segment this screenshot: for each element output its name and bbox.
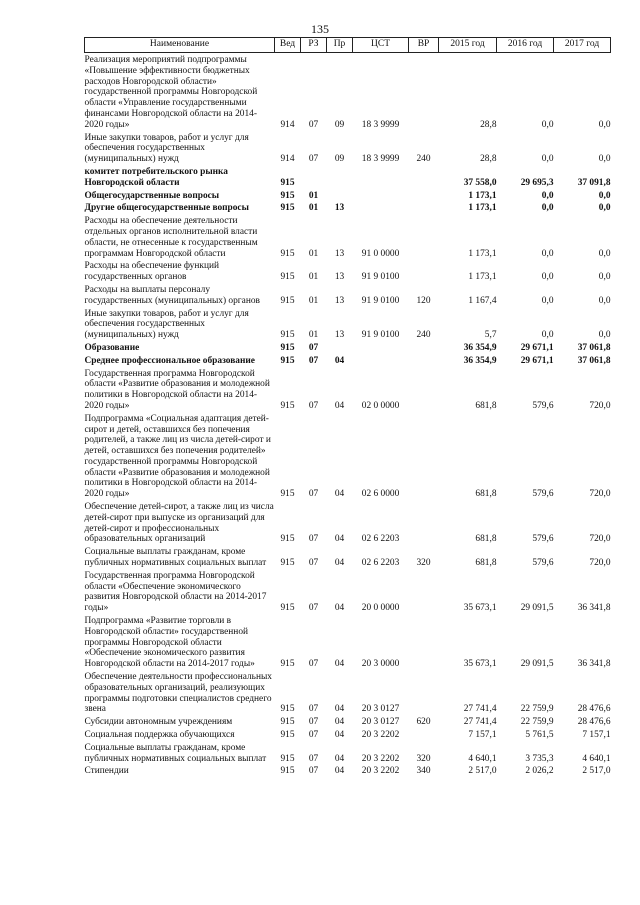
row-name: Обеспечение деятельности профессиональных образовательных организаций, реализующих программы подготовки специалистов среднего звена [84, 672, 272, 715]
row-cst [353, 354, 409, 367]
row-name: Социальная поддержка обучающихся [84, 730, 235, 741]
header-pr: Пр [327, 38, 353, 53]
row-value-2016: 2 026,2 [525, 766, 554, 777]
row-name: Субсидии автономным учреждениям [84, 717, 233, 728]
row-cst: 02 6 2203 [361, 558, 400, 569]
table-row [85, 354, 611, 367]
row-cst: 02 6 2203 [361, 534, 400, 545]
row-value-2017: 37 091,8 [577, 177, 611, 188]
row-cst: 20 3 0000 [361, 659, 400, 670]
row-value-2017: 0,0 [598, 330, 611, 341]
row-value-2015: 681,8 [475, 489, 497, 500]
row-value-2016: 579,6 [532, 534, 554, 545]
row-rz: 07 [308, 717, 319, 728]
header-cst: ЦСТ [353, 38, 409, 53]
row-value-2015: 5,7 [484, 330, 497, 341]
row-cst: 20 0 0000 [361, 603, 400, 614]
row-value-2015: 27 741,4 [463, 717, 497, 728]
row-ved: 915 [280, 753, 295, 764]
row-vr: 120 [416, 295, 431, 306]
row-cst: 18 3 9999 [361, 154, 400, 165]
row-value-2015: 35 673,1 [463, 603, 497, 614]
header-2015: 2015 год [439, 38, 497, 53]
row-value-2015: 37 558,0 [463, 177, 497, 188]
table-row [85, 201, 611, 214]
row-rz: 07 [308, 154, 319, 165]
row-pr: 04 [334, 355, 345, 366]
row-cst: 02 0 0000 [361, 400, 400, 411]
row-value-2017: 7 157,1 [582, 730, 611, 741]
row-value-2016: 22 759,9 [520, 704, 554, 715]
row-rz: 01 [308, 330, 319, 341]
table-row [85, 764, 611, 777]
row-pr: 13 [334, 295, 345, 306]
table-row [85, 131, 611, 165]
row-cst [353, 341, 409, 354]
row-value-2017: 720,0 [589, 400, 611, 411]
row-value-2016: 5 761,5 [525, 730, 554, 741]
table-row [85, 367, 611, 412]
row-rz: 07 [308, 603, 319, 614]
table-row [85, 259, 611, 283]
row-value-2016: 0,0 [541, 272, 554, 283]
row-value-2016: 22 759,9 [520, 717, 554, 728]
row-ved: 915 [280, 400, 295, 411]
row-pr: 04 [334, 659, 345, 670]
row-value-2016: 0,0 [541, 295, 554, 306]
row-pr: 04 [334, 717, 345, 728]
row-vr: 320 [416, 753, 431, 764]
row-name: Подпрограмма «Развитие торговли в Новгородской области» государственной программы Новгородской области «Обеспечение экономического развития Новгородской области на 2014-2017 годы» [84, 616, 255, 670]
row-vr [409, 214, 439, 259]
row-rz: 01 [308, 272, 319, 283]
row-pr [327, 341, 353, 354]
row-ved: 915 [280, 248, 295, 259]
row-cst: 02 6 0000 [361, 489, 400, 500]
header-2017: 2017 год [554, 38, 611, 53]
row-rz: 07 [308, 534, 319, 545]
row-name: Расходы на обеспечение деятельности отдельных органов исполнительной власти области, не отнесенные к государственным программам Новгородской области [84, 216, 258, 259]
row-value-2015: 1 173,1 [468, 190, 497, 201]
row-value-2017: 0,0 [598, 154, 611, 165]
row-name: Социальные выплаты гражданам, кроме публичных нормативных социальных выплат [84, 547, 267, 569]
row-rz: 07 [308, 558, 319, 569]
row-pr: 13 [334, 248, 345, 259]
row-pr: 13 [334, 330, 345, 341]
row-name: Подпрограмма «Социальная адаптация детей-сирот и детей, оставшихся без попечения родителей, а также лиц из числа детей-сирот и детей, оставшихся без попечения родителей» государственной программы Новгородской области «Развитие образования и молодежной политики в Новгородской области на 2014-2020 годы» [84, 413, 271, 500]
row-cst: 20 3 0127 [361, 717, 400, 728]
row-value-2017: 37 061,8 [577, 355, 611, 366]
row-value-2015: 36 354,9 [463, 355, 497, 366]
row-name: Реализация мероприятий подпрограммы «Повышение эффективности бюджетных расходов Новгородской области» государственной программы Новгородской области «Управление государственными финансами Новгородской области на 2014-2020 годы» [84, 55, 258, 130]
row-pr: 04 [334, 753, 345, 764]
row-vr [409, 189, 439, 202]
row-pr: 09 [334, 154, 345, 165]
table-header-row [85, 38, 611, 53]
row-ved: 915 [280, 272, 295, 283]
row-vr [409, 201, 439, 214]
row-pr: 04 [334, 603, 345, 614]
row-rz [301, 165, 327, 189]
header-vr: ВР [409, 38, 439, 53]
row-rz: 07 [308, 355, 319, 366]
row-cst [353, 165, 409, 189]
row-rz: 07 [308, 704, 319, 715]
row-name: комитет потребительского рынка Новгородской области [84, 166, 228, 188]
row-value-2017: 0,0 [598, 295, 611, 306]
row-name: Другие общегосударственные вопросы [84, 203, 249, 214]
table-row [85, 545, 611, 569]
row-ved: 915 [280, 203, 295, 214]
row-value-2015: 27 741,4 [463, 704, 497, 715]
row-value-2017: 2 517,0 [582, 766, 611, 777]
row-ved: 915 [280, 766, 295, 777]
row-value-2017: 37 061,8 [577, 342, 611, 353]
row-value-2017: 28 476,6 [577, 704, 611, 715]
row-value-2016: 3 735,3 [525, 753, 554, 764]
row-name: Общегосударственные вопросы [84, 190, 220, 201]
row-value-2015: 1 167,4 [468, 295, 497, 306]
row-rz: 07 [308, 766, 319, 777]
row-value-2015: 36 354,9 [463, 342, 497, 353]
row-value-2015: 2 517,0 [468, 766, 497, 777]
row-vr: 320 [416, 558, 431, 569]
row-name: Обеспечение детей-сирот, а также лиц из числа детей-сирот при выпуске из организаций для детей-сирот и профессиональных образовательных организаций [84, 502, 274, 545]
row-name: Стипендии [84, 766, 129, 777]
row-ved: 914 [280, 119, 295, 130]
row-vr [409, 367, 439, 412]
row-vr [409, 165, 439, 189]
row-name: Среднее профессиональное образование [84, 355, 255, 366]
row-ved: 915 [280, 704, 295, 715]
row-value-2017: 720,0 [589, 534, 611, 545]
row-value-2016: 29 695,3 [520, 177, 554, 188]
row-value-2016: 0,0 [541, 119, 554, 130]
row-ved: 915 [280, 330, 295, 341]
row-name: Иные закупки товаров, работ и услуг для обеспечения государственных (муниципальных) нужд [84, 132, 249, 165]
row-rz: 01 [308, 190, 319, 201]
row-vr [409, 614, 439, 670]
row-ved: 915 [280, 177, 295, 188]
row-cst [353, 189, 409, 202]
row-value-2016: 579,6 [532, 400, 554, 411]
row-rz: 01 [308, 295, 319, 306]
table-row [85, 728, 611, 741]
row-value-2016: 29 671,1 [520, 342, 554, 353]
row-pr: 04 [334, 730, 345, 741]
row-cst: 20 3 0127 [361, 704, 400, 715]
row-cst: 91 9 0100 [361, 272, 400, 283]
row-rz: 07 [308, 489, 319, 500]
row-vr [409, 53, 439, 131]
row-value-2017: 0,0 [598, 190, 611, 201]
table-row [85, 670, 611, 715]
row-rz: 01 [308, 203, 319, 214]
row-ved: 915 [280, 489, 295, 500]
header-2016: 2016 год [497, 38, 554, 53]
row-rz: 07 [308, 400, 319, 411]
row-pr [327, 189, 353, 202]
table-row [85, 500, 611, 545]
page-number: 135 [311, 22, 329, 36]
row-pr: 04 [334, 534, 345, 545]
table-row [85, 165, 611, 189]
row-value-2015: 7 157,1 [468, 730, 497, 741]
row-vr: 240 [416, 330, 431, 341]
row-vr: 240 [416, 154, 431, 165]
row-value-2016: 29 091,5 [520, 603, 554, 614]
row-value-2017: 0,0 [598, 119, 611, 130]
row-vr: 620 [416, 717, 431, 728]
row-rz: 07 [308, 730, 319, 741]
table-row [85, 214, 611, 259]
row-vr [409, 354, 439, 367]
row-pr [327, 165, 353, 189]
row-value-2017: 0,0 [598, 203, 611, 214]
row-value-2016: 0,0 [541, 330, 554, 341]
row-ved: 915 [280, 295, 295, 306]
row-pr: 04 [334, 766, 345, 777]
row-cst: 18 3 9999 [361, 119, 400, 130]
row-name: Расходы на обеспечение функций государственных органов [84, 261, 219, 283]
row-cst: 91 9 0100 [361, 330, 400, 341]
row-vr [409, 412, 439, 500]
row-value-2016: 29 671,1 [520, 355, 554, 366]
row-cst: 20 3 2202 [361, 766, 400, 777]
row-ved: 915 [280, 603, 295, 614]
row-name: Расходы на выплаты персоналу государственных (муниципальных) органов [84, 284, 260, 306]
row-value-2015: 35 673,1 [463, 659, 497, 670]
row-cst [353, 201, 409, 214]
row-ved: 915 [280, 717, 295, 728]
row-pr: 04 [334, 704, 345, 715]
row-value-2017: 36 341,8 [577, 603, 611, 614]
row-ved: 915 [280, 190, 295, 201]
row-cst: 91 0 0000 [361, 248, 400, 259]
row-rz: 07 [308, 659, 319, 670]
row-pr: 04 [334, 558, 345, 569]
row-value-2015: 681,8 [475, 534, 497, 545]
header-ved: Вед [275, 38, 301, 53]
row-vr [409, 259, 439, 283]
row-value-2015: 1 173,1 [468, 248, 497, 259]
table-row [85, 53, 611, 131]
row-name: Иные закупки товаров, работ и услуг для обеспечения государственных (муниципальных) нужд [84, 308, 249, 341]
row-value-2017: 0,0 [598, 272, 611, 283]
table-row [85, 614, 611, 670]
row-value-2016: 579,6 [532, 558, 554, 569]
table-row [85, 341, 611, 354]
row-vr [409, 728, 439, 741]
table-row [85, 715, 611, 728]
row-vr [409, 500, 439, 545]
row-value-2015: 1 173,1 [468, 272, 497, 283]
row-cst: 20 3 2202 [361, 753, 400, 764]
header-name: Наименование [85, 38, 275, 53]
row-value-2016: 29 091,5 [520, 659, 554, 670]
row-vr [409, 341, 439, 354]
row-rz: 01 [308, 248, 319, 259]
row-rz: 07 [308, 753, 319, 764]
row-value-2015: 28,8 [480, 119, 497, 130]
row-ved: 915 [280, 342, 295, 353]
row-value-2017: 4 640,1 [582, 753, 611, 764]
row-name: Государственная программа Новгородской области «Обеспечение экономического развития Новгородской области на 2014-2017 годы» [84, 570, 267, 614]
row-ved: 915 [280, 534, 295, 545]
row-vr [409, 569, 439, 614]
row-ved: 915 [280, 355, 295, 366]
budget-table [84, 37, 611, 777]
row-rz: 07 [308, 119, 319, 130]
row-vr: 340 [416, 766, 431, 777]
row-value-2017: 720,0 [589, 558, 611, 569]
row-value-2016: 0,0 [541, 248, 554, 259]
row-value-2015: 681,8 [475, 558, 497, 569]
row-cst: 91 9 0100 [361, 295, 400, 306]
row-value-2016: 0,0 [541, 190, 554, 201]
row-ved: 915 [280, 730, 295, 741]
row-pr: 09 [334, 119, 345, 130]
row-value-2015: 1 173,1 [468, 203, 497, 214]
row-value-2016: 579,6 [532, 489, 554, 500]
row-ved: 915 [280, 659, 295, 670]
table-row [85, 189, 611, 202]
row-rz: 07 [308, 342, 319, 353]
row-pr: 13 [334, 203, 345, 214]
row-name: Государственная программа Новгородской области «Развитие образования и молодежной политики в Новгородской области на 2014-2020 годы» [84, 368, 270, 411]
row-value-2015: 4 640,1 [468, 753, 497, 764]
row-pr: 04 [334, 489, 345, 500]
row-name: Социальные выплаты гражданам, кроме публичных нормативных социальных выплат [84, 742, 267, 764]
table-row [85, 412, 611, 500]
row-value-2017: 720,0 [589, 489, 611, 500]
row-ved: 914 [280, 154, 295, 165]
row-value-2015: 28,8 [480, 154, 497, 165]
row-vr [409, 670, 439, 715]
row-value-2017: 0,0 [598, 248, 611, 259]
row-name: Образование [84, 342, 140, 353]
table-row [85, 307, 611, 341]
row-ved: 915 [280, 558, 295, 569]
row-value-2017: 28 476,6 [577, 717, 611, 728]
table-row [85, 569, 611, 614]
row-value-2015: 681,8 [475, 400, 497, 411]
table-row [85, 741, 611, 765]
row-value-2016: 0,0 [541, 203, 554, 214]
row-pr: 04 [334, 400, 345, 411]
row-value-2016: 0,0 [541, 154, 554, 165]
row-cst: 20 3 2202 [361, 730, 400, 741]
row-pr: 13 [334, 272, 345, 283]
table-row [85, 283, 611, 307]
row-value-2017: 36 341,8 [577, 659, 611, 670]
header-rz: РЗ [301, 38, 327, 53]
